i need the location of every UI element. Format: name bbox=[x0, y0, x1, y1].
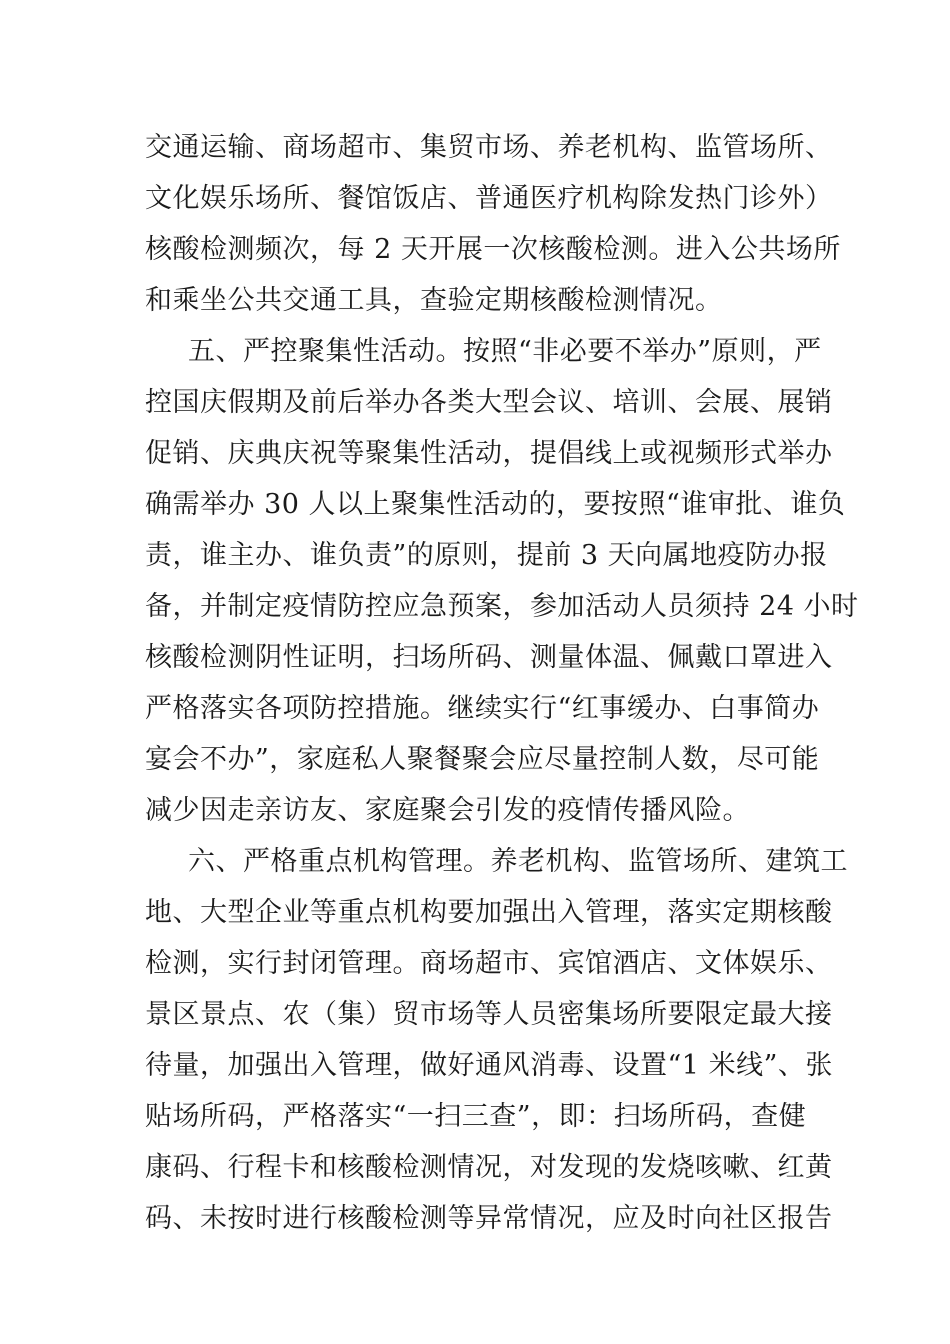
paragraph-five-heading-line: 五、严控聚集性活动。按照“非必要不举办”原则，严 bbox=[188, 336, 822, 367]
text-line: 地、大型企业等重点机构要加强出入管理，落实定期核酸 bbox=[145, 897, 833, 928]
text-line: 交通运输、商场超市、集贸市场、养老机构、监管场所、 bbox=[145, 132, 833, 163]
text-line: 备，并制定疫情防控应急预案，参加活动人员须持 24 小时 bbox=[145, 591, 859, 622]
text-line: 待量，加强出入管理，做好通风消毒、设置“1 米线”、张 bbox=[145, 1050, 833, 1081]
text-line: 检测，实行封闭管理。商场超市、宾馆酒店、文体娱乐、 bbox=[145, 948, 833, 979]
text-line: 责，谁主办、谁负责”的原则，提前 3 天向属地疫防办报 bbox=[145, 540, 828, 571]
text-line: 宴会不办”，家庭私人聚餐聚会应尽量控制人数，尽可能 bbox=[145, 744, 820, 775]
text-line: 贴场所码，严格落实“一扫三查”，即：扫场所码，查健 bbox=[145, 1101, 807, 1132]
text-line: 减少因走亲访友、家庭聚会引发的疫情传播风险。 bbox=[145, 795, 750, 826]
text-line: 促销、庆典庆祝等聚集性活动，提倡线上或视频形式举办 bbox=[145, 438, 833, 469]
text-line: 康码、行程卡和核酸检测情况，对发现的发烧咳嗽、红黄 bbox=[145, 1152, 833, 1183]
text-line: 核酸检测频次，每 2 天开展一次核酸检测。进入公共场所 bbox=[145, 234, 841, 265]
text-line: 文化娱乐场所、餐馆饭店、普通医疗机构除发热门诊外） bbox=[145, 183, 833, 214]
text-line: 确需举办 30 人以上聚集性活动的，要按照“谁审批、谁负 bbox=[145, 489, 846, 520]
text-line: 景区景点、农（集）贸市场等人员密集场所要限定最大接 bbox=[145, 999, 833, 1030]
text-line: 码、未按时进行核酸检测等异常情况，应及时向社区报告 bbox=[145, 1203, 833, 1234]
text-line: 控国庆假期及前后举办各类大型会议、培训、会展、展销 bbox=[145, 387, 833, 418]
paragraph-six-heading-line: 六、严格重点机构管理。养老机构、监管场所、建筑工 bbox=[188, 846, 848, 877]
text-line: 核酸检测阴性证明，扫场所码、测量体温、佩戴口罩进入 bbox=[145, 642, 833, 673]
text-line: 严格落实各项防控措施。继续实行“红事缓办、白事简办 bbox=[145, 693, 820, 724]
text-line: 和乘坐公共交通工具，查验定期核酸检测情况。 bbox=[145, 285, 723, 316]
